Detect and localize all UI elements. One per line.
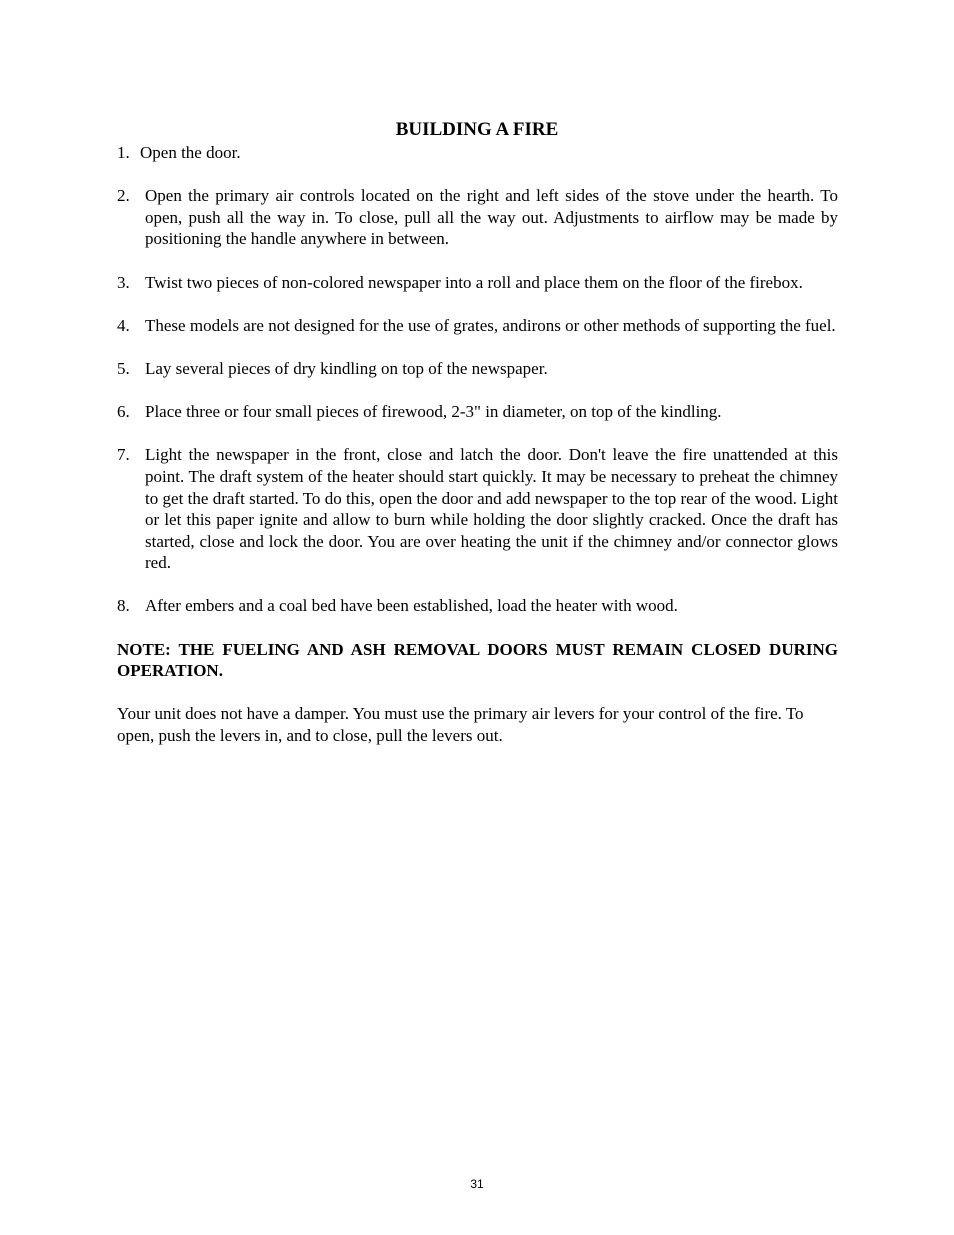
list-item	[117, 272, 838, 294]
list-item	[117, 315, 838, 337]
list-item-text: Open the primary air controls located on the right and left sides of the stove under the hearth. To open, push all the way in. To close, pull all the way out. Adjustments to airflow may be made by positioning the handle anywhere in between.	[145, 186, 838, 249]
list-item-number: 5.	[117, 358, 130, 378]
warning-note: NOTE: THE FUELING AND ASH REMOVAL DOORS MUST REMAIN CLOSED DURING OPERATION.	[117, 639, 838, 681]
list-item-text: These models are not designed for the use of grates, andirons or other methods of supporting the fuel.	[145, 315, 836, 335]
list-item-number: 1.	[117, 143, 130, 162]
list-item-number: 4.	[117, 315, 130, 335]
list-item	[117, 444, 838, 574]
page-title: BUILDING A FIRE	[395, 119, 559, 140]
damper-paragraph: Your unit does not have a damper. You must use the primary air levers for your control of the fire. To open, push the levers in, and to close, pull the levers out.	[117, 704, 804, 746]
list-item	[117, 595, 838, 617]
document-body	[117, 142, 838, 747]
list-item	[117, 401, 838, 423]
list-item-text: After embers and a coal bed have been established, load the heater with wood.	[145, 596, 678, 616]
list-item-number: 6.	[117, 402, 130, 422]
list-item	[117, 185, 838, 250]
list-item-number: 8.	[117, 596, 130, 616]
page-number: 31	[470, 1177, 484, 1191]
list-item-text: Place three or four small pieces of firewood, 2-3" in diameter, on top of the kindling.	[145, 402, 722, 422]
list-item-text: Light the newspaper in the front, close and latch the door. Don't leave the fire unattended at this point. The draft system of the heater should start quickly. It may be necessary to preheat the chimney to get the draft started. To do this, open the door and add newspaper to the top rear of the wood. Light or let this paper ignite and allow to burn while holding the door slightly cracked. Once the draft has started, close and lock the door. You are over heating the unit if the chimney and/or connector glows red.	[145, 445, 838, 573]
list-item-number: 7.	[117, 445, 130, 465]
list-item-text: Open the door.	[140, 143, 241, 162]
list-item	[117, 358, 838, 380]
list-item	[117, 142, 838, 164]
list-item-text: Twist two pieces of non-colored newspaper into a roll and place them on the floor of the firebox.	[145, 272, 803, 292]
list-item-number: 3.	[117, 272, 130, 292]
list-item-number: 2.	[117, 186, 130, 206]
list-item-text: Lay several pieces of dry kindling on top of the newspaper.	[145, 358, 548, 378]
